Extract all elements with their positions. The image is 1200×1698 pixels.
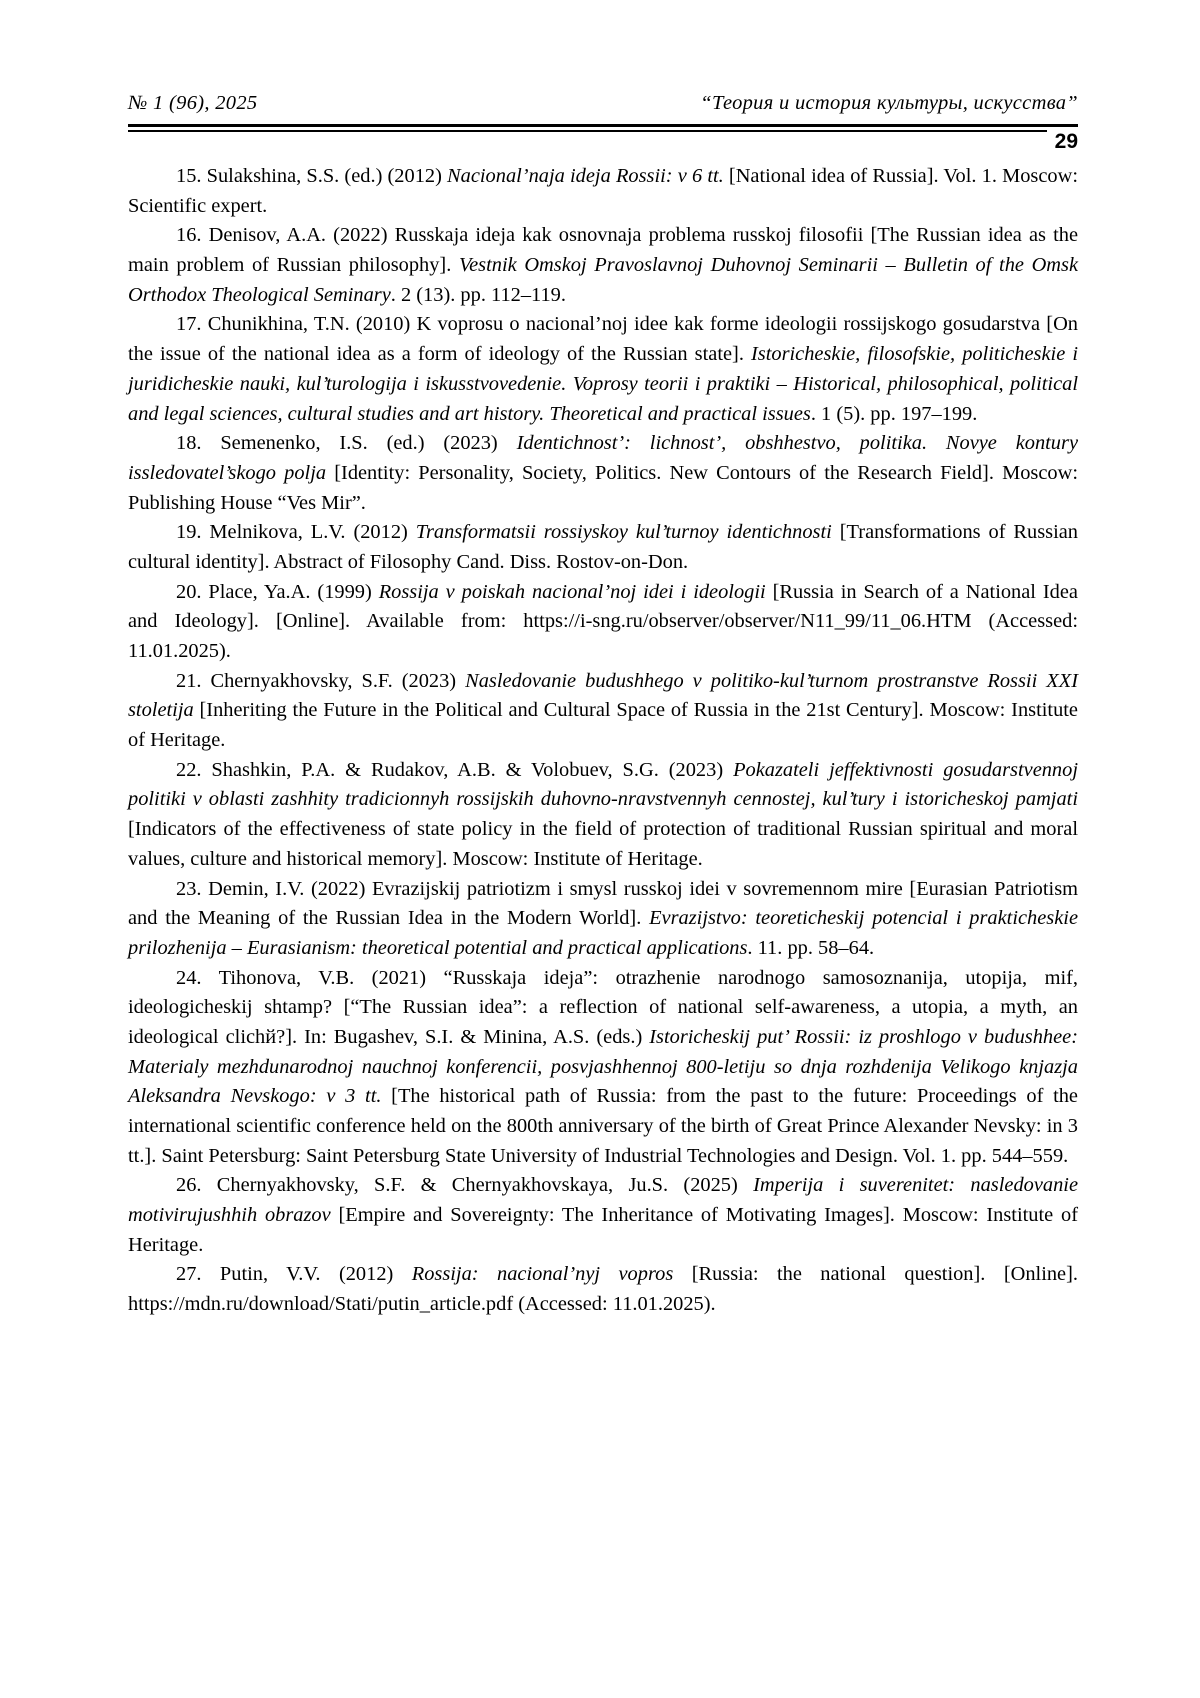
reference-text: [Transformations of Russian cultural identity]. Abstract of Filosophy Cand. Diss. Rostov-on-Don.	[128, 521, 1078, 573]
reference-title-italic: Evrazijstvo: teoreticheskij potencial i prakticheskie prilozhenija – Eurasianism: theoretical potential and practical applications	[128, 907, 1078, 959]
header-rule	[128, 124, 1078, 153]
reference-entry	[128, 578, 1078, 667]
reference-title-italic: Nacional’naja ideja Rossii: v 6 tt.	[447, 165, 724, 187]
section-title: “Теория и история культуры, искусства”	[700, 92, 1078, 114]
reference-text: 21. Chernyakhovsky, S.F. (2023)	[176, 669, 466, 692]
reference-text: 19. Melnikova, L.V. (2012)	[176, 521, 416, 544]
reference-text: 24. Tihonova, V.B. (2021) “Russkaja ideja”: otrazhenie narodnogo samosoznanija, utopija, mif, ideologicheskij shtamp? [“The Russian idea”: a reflection of national self-awareness, a utopia, a myth, an ideological clichй?]. In: Bugashev, S.I. & Minina, A.S. (eds.)	[128, 966, 1078, 1048]
header-rule-thick	[128, 124, 1078, 127]
reference-list	[128, 162, 1078, 1320]
page-number: 29	[1047, 130, 1078, 154]
reference-entry	[128, 221, 1078, 310]
reference-entry	[128, 964, 1078, 1172]
reference-text: 16. Denisov, A.A. (2022) Russkaja ideja kak osnovnaja problema russkoj filosofii [The Russian idea as the main problem of Russian philosophy].	[128, 224, 1078, 277]
reference-text: 23. Demin, I.V. (2022) Evrazijskij patriotizm i smysl russkoj idei v sovremennom mire [Eurasian Patriotism and the Meaning of the Russian Idea in the Modern World].	[128, 877, 1078, 930]
reference-title-italic: Pokazateli jeffektivnosti gosudarstvennoj politiki v oblasti zashhity tradicionnyh rossijskih duhovno-nravstvennyh cennostej, kul’tury i istoricheskoj pamjati	[128, 758, 1078, 811]
reference-text: 22. Shashkin, P.A. & Rudakov, A.B. & Volobuev, S.G. (2023)	[176, 758, 734, 781]
reference-entry	[128, 429, 1078, 518]
reference-title-italic: Transformatsii rossiyskoy kul’turnoy identichnosti	[415, 521, 832, 544]
header-rule-thin	[128, 130, 1078, 132]
reference-text: 27. Putin, V.V. (2012)	[176, 1263, 412, 1286]
reference-entry	[128, 756, 1078, 875]
reference-text: 17. Chunikhina, T.N. (2010) K voprosu o nacional’noj idee kak forme ideologii rossijskogo gosudarstva [On the issue of the national idea as a form of ideology of the Russian state].	[128, 313, 1078, 366]
reference-text: [Identity: Personality, Society, Politics. New Contours of the Research Field]. Moscow: Publishing House “Ves Mir”.	[128, 461, 1079, 514]
reference-text: [The historical path of Russia: from the past to the future: Proceedings of the international scientific conference held on the 800th anniversary of the birth of Great Prince Alexander Nevsky: in 3 tt.]. Saint Petersburg: Saint Petersburg State University of Industrial Technologies and Design. Vol. 1. pp. 544–559.	[128, 1085, 1078, 1167]
page-header	[128, 92, 1078, 115]
reference-text: 26. Chernyakhovsky, S.F. & Chernyakhovskaya, Ju.S. (2025)	[176, 1174, 754, 1197]
reference-text: [Russia in Search of a National Idea and Ideology]. [Online]. Available from: https://i-sng.ru/observer/observer/N11_99/11_06.HTM (Accessed: 11.01.2025).	[128, 580, 1078, 662]
reference-text: [National idea of Russia]. Vol. 1. Moscow: Scientific expert.	[128, 165, 1078, 217]
reference-entry	[128, 667, 1078, 756]
reference-entry	[128, 1171, 1078, 1260]
reference-entry	[128, 1260, 1078, 1319]
reference-title-italic: Imperija i suverenitet: nasledovanie motivirujushhih obrazov	[128, 1174, 1078, 1227]
reference-text: [Inheriting the Future in the Political and Cultural Space of Russia in the 21st Century]. Moscow: Institute of Heritage.	[128, 699, 1078, 752]
reference-title-italic: Rossija: nacional’nyj vopros	[411, 1263, 674, 1286]
reference-entry	[128, 310, 1078, 429]
reference-entry	[128, 875, 1078, 964]
reference-text: 18. Semenenko, I.S. (ed.) (2023)	[176, 432, 517, 455]
reference-entry	[128, 518, 1078, 577]
reference-title-italic: Rossija v poiskah nacional’noj idei i ideologii	[378, 580, 766, 603]
reference-text: [Indicators of the effectiveness of state policy in the field of protection of traditional Russian spiritual and moral values, culture and historical memory]. Moscow: Institute of Heritage.	[128, 818, 1078, 870]
reference-title-italic: Istoricheskie, filosofskie, politicheskie i juridicheskie nauki, kul’turologija i iskusstvovedenie. Voprosy teorii i praktiki – Historical, philosophical, political and legal sciences, cultural studies and art history. Theoretical and practical issues	[128, 343, 1078, 425]
reference-entry	[128, 162, 1078, 221]
reference-title-italic: Nasledovanie budushhego v politiko-kul’turnom prostranstve Rossii XXI stoletija	[128, 669, 1078, 722]
reference-text: [Russia: the national question]. [Online]. https://mdn.ru/download/Stati/putin_article.pdf (Accessed: 11.01.2025).	[128, 1263, 1078, 1316]
reference-title-italic: Istoricheskij put’ Rossii: iz proshlogo v budushhee: Materialy mezhdunarodnoj nauchnoj konferencii, posvjashhennoj 800-letiju so dnja rozhdenija Velikogo knjazja Aleksandra Nevskogo: v 3 tt.	[128, 1025, 1078, 1108]
issue-number: № 1 (96), 2025	[128, 92, 258, 114]
reference-text: [Empire and Sovereignty: The Inheritance of Motivating Images]. Moscow: Institute of Heritage.	[128, 1204, 1078, 1256]
reference-text: 20. Place, Ya.A. (1999)	[176, 580, 379, 603]
reference-title-italic: Identichnost’: lichnost’, obshhestvo, politika. Novye kontury issledovatel’skogo polja	[128, 432, 1078, 484]
reference-text: . 11. pp. 58–64.	[747, 936, 875, 959]
reference-text: . 2 (13). pp. 112–119.	[390, 283, 566, 306]
reference-title-italic: Vestnik Omskoj Pravoslavnoj Duhovnoj Seminarii – Bulletin of the Omsk Orthodox Theological Seminary	[128, 254, 1079, 306]
reference-text: . 1 (5). pp. 197–199.	[810, 402, 978, 425]
reference-text: 15. Sulakshina, S.S. (ed.) (2012)	[176, 165, 448, 187]
